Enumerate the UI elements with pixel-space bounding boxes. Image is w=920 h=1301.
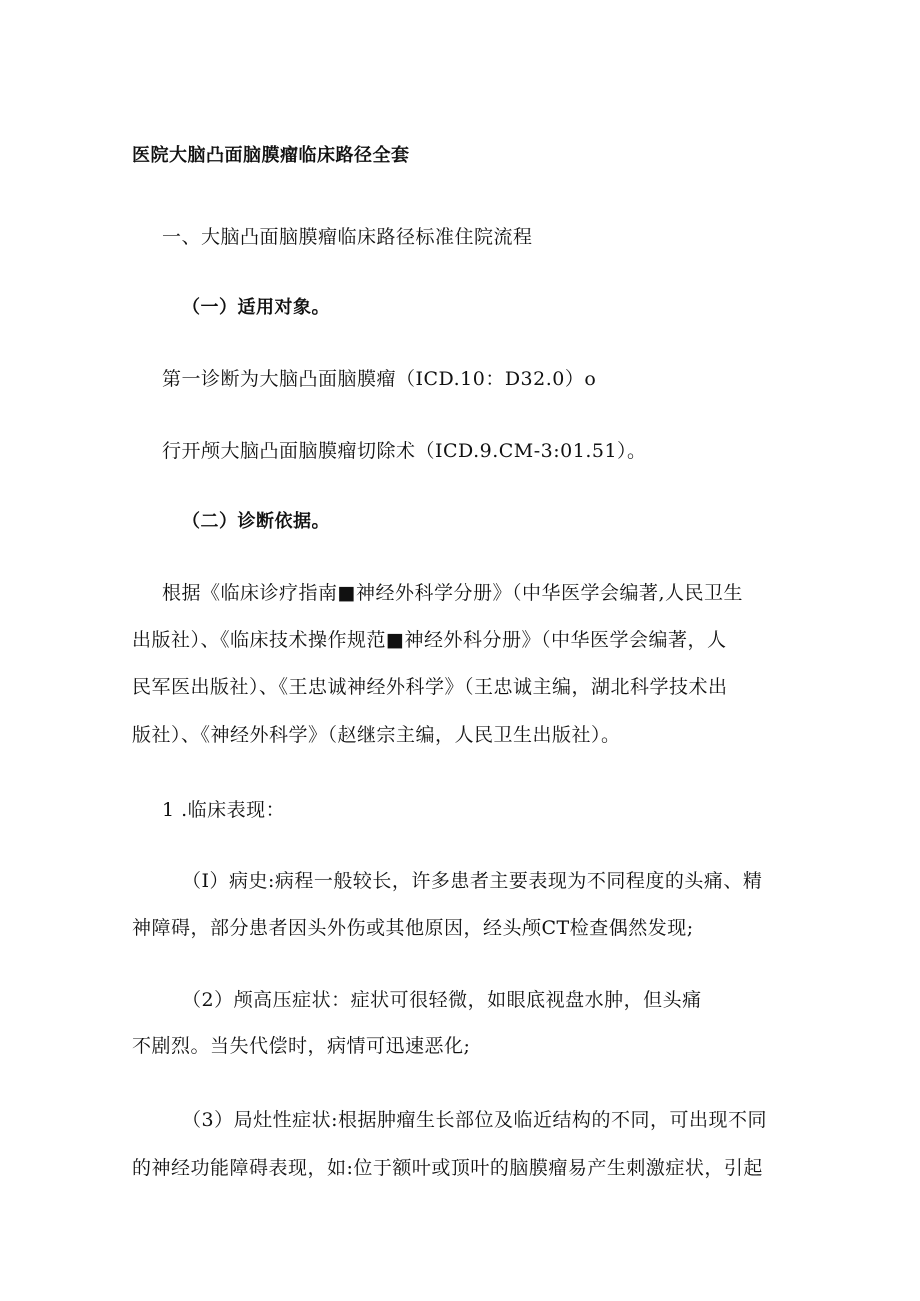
history-item-line: 神障碍，部分患者因头外伤或其他原因，经头颅CT检查偶然发现; xyxy=(132,917,694,939)
diagnosis-line: 第一诊断为大脑凸面脑膜瘤（ICD.10：D32.0）o xyxy=(162,368,597,390)
pressure-item-line: 不剧烈。当失代偿时，病情可迅速恶化; xyxy=(132,1035,471,1057)
focal-item-line: 的神经功能障碍表现，如:位于额叶或顶叶的脑膜瘤易产生刺激症状，引起 xyxy=(132,1157,763,1179)
clinical-heading: 1 .临床表现： xyxy=(162,799,286,821)
subsection-heading-diagnosis: （二）诊断依据。 xyxy=(182,511,330,532)
focal-item-line: （3）局灶性症状:根据肿瘤生长部位及临近结构的不同，可出现不同 xyxy=(182,1109,767,1131)
subsection-heading-scope: （一）适用对象。 xyxy=(182,297,330,318)
basis-paragraph-line: 民军医出版社）、《王忠诚神经外科学》（王忠诚主编，湖北科学技术出 xyxy=(132,676,728,698)
basis-paragraph-line: 版社）、《神经外科学》（赵继宗主编，人民卫生出版社）。 xyxy=(132,724,621,746)
history-item-line: （I）病史:病程一般较长，许多患者主要表现为不同程度的头痛、精 xyxy=(182,870,763,892)
pressure-item-line: （2）颅高压症状：症状可很轻微，如眼底视盘水肿，但头痛 xyxy=(182,989,702,1011)
basis-paragraph-line: 出版社）、《临床技术操作规范■神经外科分册》（中华医学会编著，人 xyxy=(132,629,727,651)
basis-paragraph-line: 根据《临床诊疗指南■神经外科学分册》（中华医学会编著,人民卫生 xyxy=(162,582,743,604)
document-title: 医院大脑凸面脑膜瘤临床路径全套 xyxy=(132,145,410,166)
section-heading: 一、大脑凸面脑膜瘤临床路径标准住院流程 xyxy=(162,226,533,248)
procedure-line: 行开颅大脑凸面脑膜瘤切除术（ICD.9.CM-3:01.51）。 xyxy=(162,440,647,462)
